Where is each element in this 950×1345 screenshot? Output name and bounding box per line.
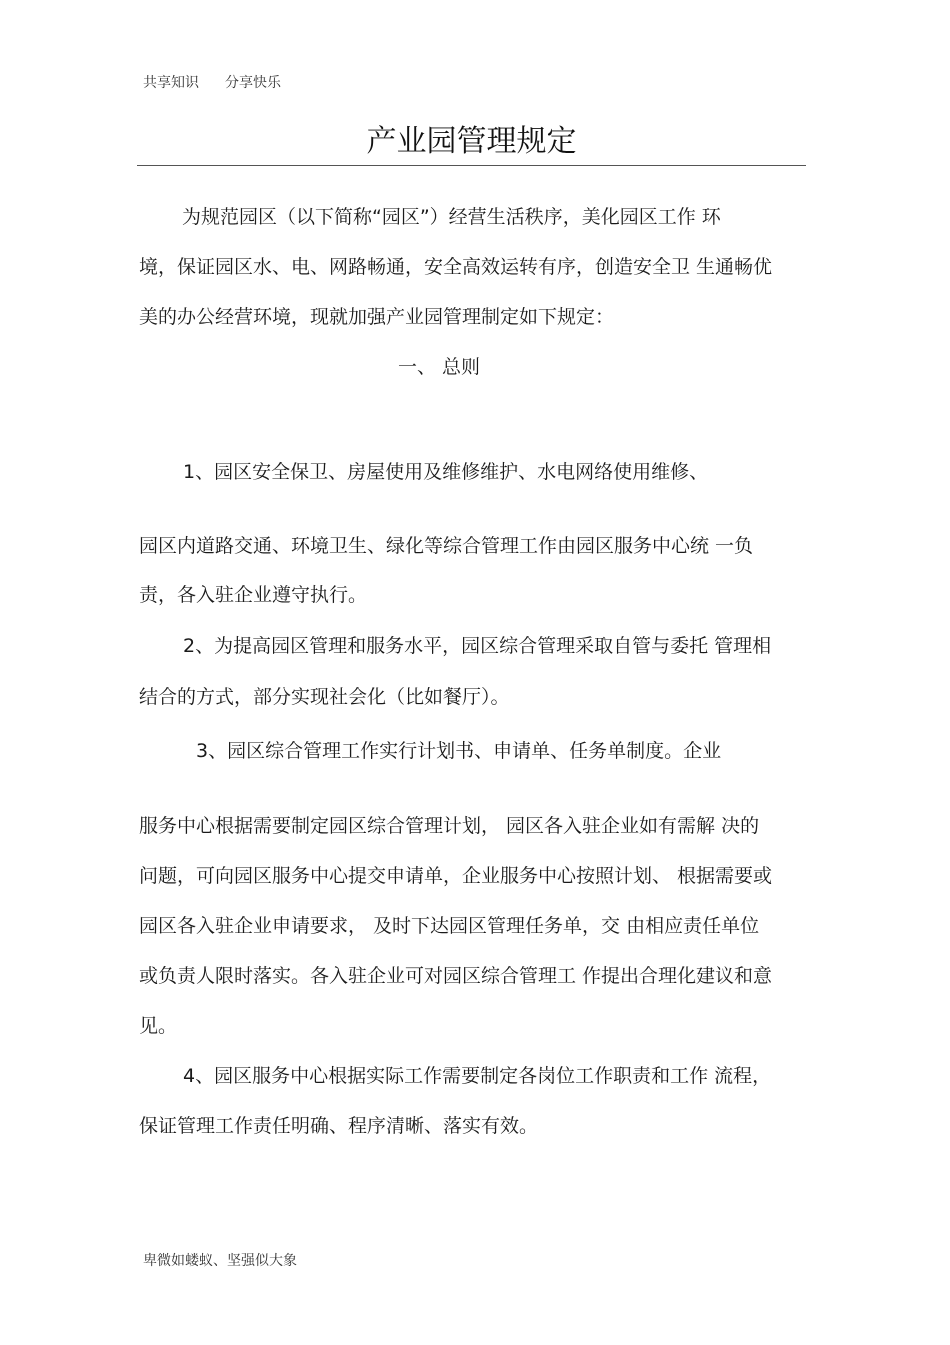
- item3-line-5: 或负责人限时落实。各入驻企业可对园区综合管理工 作提出合理化建议和意: [139, 965, 773, 987]
- intro-line-2: 境，保证园区水、电、网路畅通，安全高效运转有序，创造安全卫 生通畅优: [139, 256, 773, 278]
- section-heading: 一、 总则: [398, 356, 481, 378]
- page-footer: 卑微如蝼蚁、坚强似大象: [143, 1253, 297, 1269]
- intro-line-3: 美的办公经营环境，现就加强产业园管理制定如下规定：: [139, 306, 615, 328]
- item3-line-2: 服务中心根据需要制定园区综合管理计划， 园区各入驻企业如有需解 决的: [139, 815, 760, 837]
- item3-line-4: 园区各入驻企业申请要求， 及时下达园区管理任务单，交 由相应责任单位: [139, 915, 760, 937]
- item1-line-1: 1、园区安全保卫、房屋使用及维修维护、水电网络使用维修、: [183, 461, 709, 483]
- item1-line-3: 责，各入驻企业遵守执行。: [139, 584, 368, 606]
- title-underline: [137, 165, 806, 166]
- header-right-text: 分享快乐: [225, 75, 281, 91]
- item1-line-2: 园区内道路交通、环境卫生、绿化等综合管理工作由园区服务中心统 一负: [139, 535, 754, 557]
- item4-line-1: 4、园区服务中心根据实际工作需要制定各岗位工作职责和工作 流程，: [183, 1065, 772, 1087]
- page-header: [143, 72, 281, 92]
- item2-line-2: 结合的方式，部分实现社会化（比如餐厅）。: [139, 686, 510, 708]
- item4-line-2: 保证管理工作责任明确、程序清晰、落实有效。: [139, 1115, 539, 1137]
- intro-line-1: 为规范园区（以下简称“园区”）经营生活秩序，美化园区工作 环: [182, 206, 721, 228]
- header-left-text: 共享知识: [143, 75, 199, 91]
- document-title: 产业园管理规定: [366, 124, 577, 159]
- item3-line-1: 3、园区综合管理工作实行计划书、申请单、任务单制度。企业: [196, 740, 722, 762]
- item2-line-1: 2、为提高园区管理和服务水平，园区综合管理采取自管与委托 管理相: [183, 635, 772, 657]
- item3-line-3: 问题，可向园区服务中心提交申请单，企业服务中心按照计划、 根据需要或: [139, 865, 773, 887]
- item3-line-6: 见。: [139, 1015, 178, 1037]
